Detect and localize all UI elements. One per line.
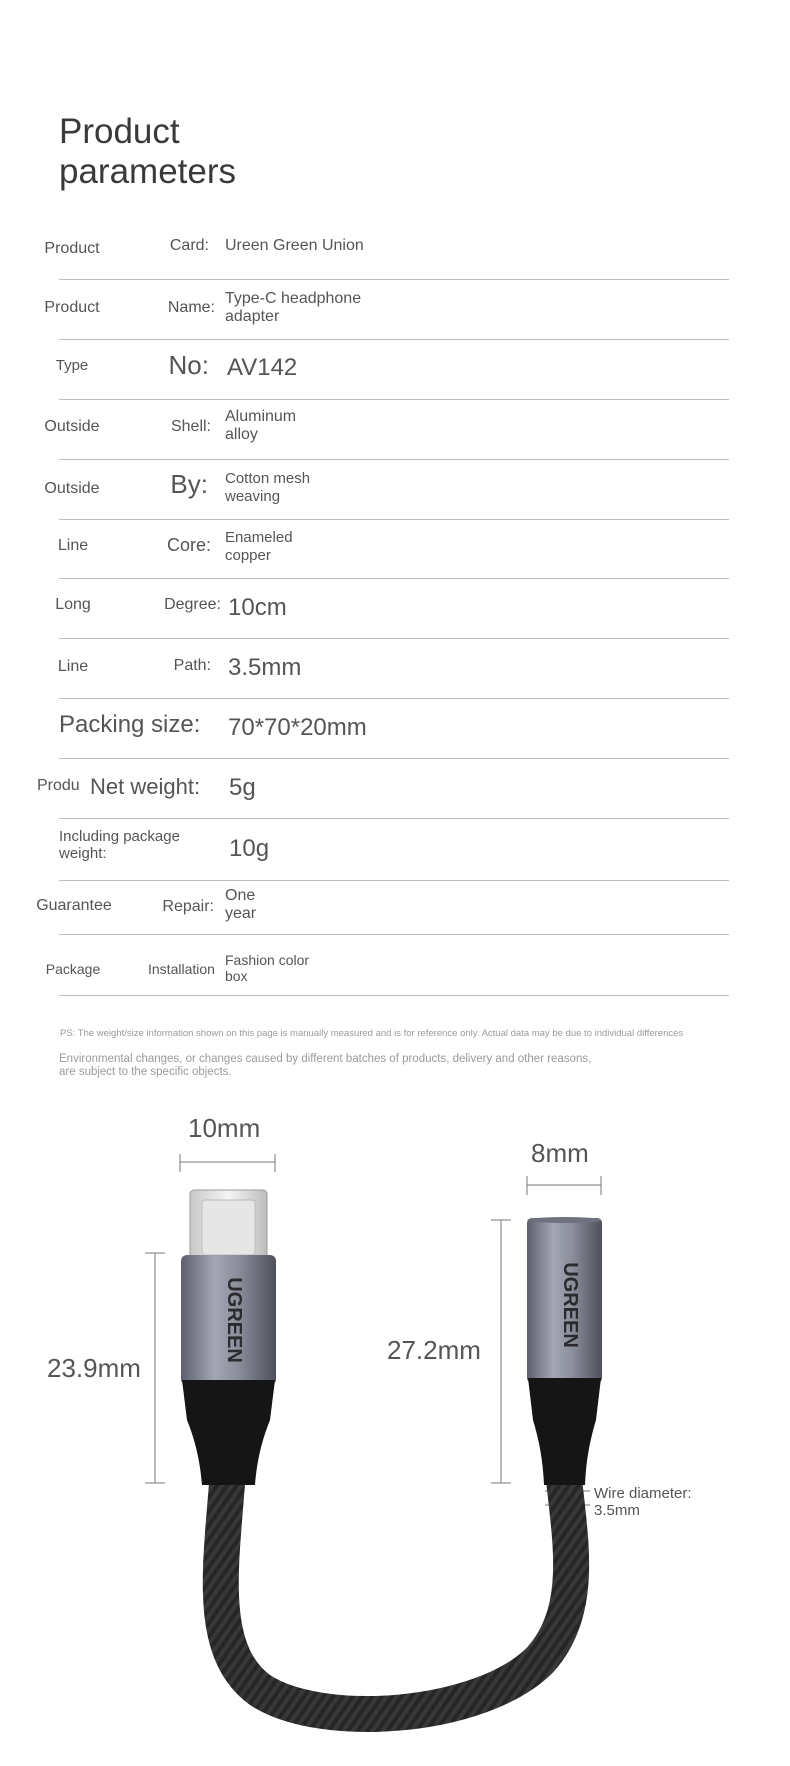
spec-value: 3.5mm <box>228 654 302 681</box>
spec-label2: Shell: <box>170 418 211 435</box>
dim-line-jack-width <box>527 1176 601 1195</box>
spec-label1: Line <box>57 658 89 675</box>
spec-value: Aluminum alloy <box>225 408 297 443</box>
typec-length-label: 23.9mm <box>47 1353 141 1383</box>
spec-value: 10g <box>229 835 270 862</box>
spec-value: 10cm <box>228 594 287 621</box>
spec-value: Ureen Green Union <box>225 237 364 254</box>
jack-width-label: 8mm <box>531 1138 589 1168</box>
spec-label1: Type <box>55 357 89 374</box>
braided-cable <box>221 1470 571 1714</box>
spec-label1: Produ <box>37 777 80 794</box>
spec-label1: Line <box>57 537 89 554</box>
spec-label2: Path: <box>173 657 211 674</box>
spec-value: 70*70*20mm <box>228 714 367 741</box>
spec-label1: Outside <box>44 418 100 435</box>
spec-label2: Net weight: <box>90 774 201 799</box>
spec-value: AV142 <box>227 354 298 381</box>
spec-label2: By: <box>170 469 208 499</box>
spec-label1: Including package weight: <box>59 828 180 862</box>
spec-value: Type-C headphone adapter <box>225 290 362 325</box>
typec-width-label: 10mm <box>188 1113 261 1143</box>
spec-label1: Package <box>45 961 101 977</box>
spec-label1: Product <box>44 240 100 257</box>
spec-label2: Installation <box>148 961 215 977</box>
jack-strain-relief <box>528 1378 601 1485</box>
wire-diameter-label: Wire diameter: 3.5mm <box>594 1485 692 1519</box>
spec-label2: Core: <box>166 535 211 555</box>
spec-label2: Repair: <box>162 898 214 915</box>
dim-line-typec-length <box>145 1253 165 1483</box>
spec-label1: Outside <box>44 480 100 497</box>
spec-value: 5g <box>229 774 256 801</box>
spec-label2: Card: <box>169 237 209 254</box>
spec-value: Enameled copper <box>225 529 293 564</box>
jack-length-label: 27.2mm <box>387 1335 481 1365</box>
spec-label1: Product <box>44 299 100 316</box>
page-title-line2: parameters <box>59 152 237 191</box>
jack-brand-logo: UGREEN <box>559 1262 581 1348</box>
disclaimer-line1: PS: The weight/size information shown on this page is manually measured and is for reference only. Actual data may be due to individual differences <box>60 1028 684 1039</box>
spec-label2: No: <box>168 350 209 380</box>
disclaimer-line2: Environmental changes, or changes caused by different batches of products, delivery and other reasons, are subject to the specific objects. <box>59 1053 592 1078</box>
spec-label1: Long <box>55 596 91 613</box>
spec-value: One year <box>225 887 257 922</box>
spec-label1: Packing size: <box>59 711 201 738</box>
typec-brand-logo: UGREEN <box>223 1277 245 1363</box>
spec-label2: Name: <box>167 299 215 316</box>
page-title-line1: Product <box>59 112 180 151</box>
spec-label1: Guarantee <box>36 897 112 914</box>
dim-line-jack-length <box>491 1220 511 1483</box>
spec-value: Fashion color box <box>225 952 310 984</box>
spec-value: Cotton mesh weaving <box>225 470 311 505</box>
spec-label2: Degree: <box>164 596 221 613</box>
dim-line-typec-width <box>180 1154 275 1172</box>
typec-strain-relief <box>182 1380 275 1485</box>
